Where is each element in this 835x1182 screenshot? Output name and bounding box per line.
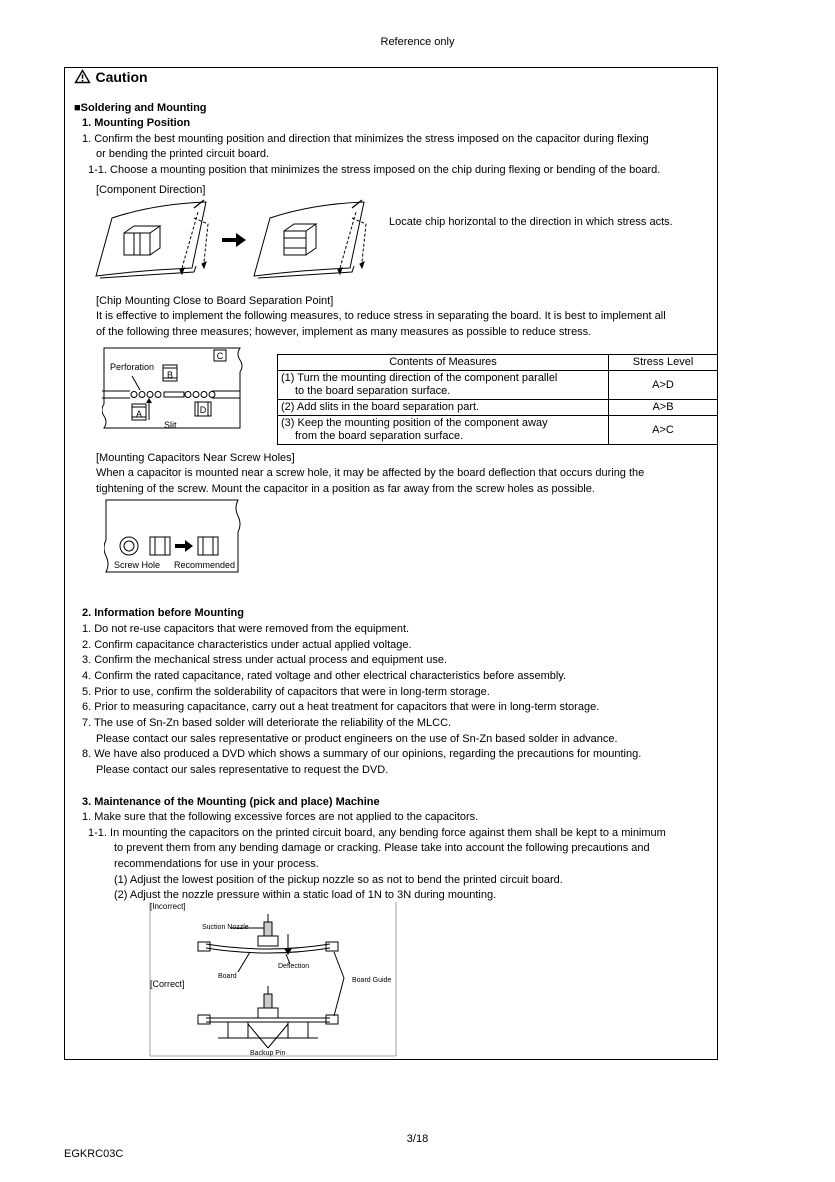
page-header: Reference only [380, 36, 455, 48]
label-c: C [216, 351, 224, 361]
chip-close-label: [Chip Mounting Close to Board Separation Point] [96, 295, 334, 307]
table-row [278, 400, 718, 416]
label-d: D [199, 405, 207, 415]
table-cell-level: A>B [609, 400, 718, 416]
mounting-text-1-1: 1-1. Choose a mounting position that minimizes the stress imposed on the chip during flexing or bending of the board. [88, 164, 661, 176]
info-item-6: 6. Prior to measuring capacitance, carry out a heat treatment for capacitors that were in long-term storage. [82, 701, 600, 713]
nozzle-diagram [148, 900, 398, 1058]
suction-nozzle-label: Suction Nozzle [202, 924, 249, 931]
chip-close-text-b: of the following three measures; however, implement as many measures as possible to reduce stress. [96, 326, 592, 338]
component-direction-label: [Component Direction] [96, 184, 206, 196]
backup-pin-label: Backup Pin [250, 1050, 286, 1057]
document-code: EGKRC03C [64, 1148, 124, 1160]
arrow-right-icon [222, 233, 246, 247]
mounting-text-1b: or bending the printed circuit board. [96, 148, 270, 160]
info-item-7: 7. The use of Sn-Zn based solder will deteriorate the reliability of the MLCC. [82, 717, 452, 729]
chip-close-text-a: It is effective to implement the following measures, to reduce stress in separating the board. It is best to implement all [96, 310, 666, 322]
maintenance-sub-2: (2) Adjust the nozzle pressure within a static load of 1N to 3N during mounting. [114, 889, 497, 901]
screw-text-a: When a capacitor is mounted near a screw hole, it may be affected by the board deflection that occurs during the [96, 467, 645, 479]
screw-label: [Mounting Capacitors Near Screw Holes] [96, 452, 295, 464]
caution-title: Caution [95, 69, 148, 85]
table-header-stress-level: Stress Level [609, 355, 718, 371]
info-item-2: 2. Confirm capacitance characteristics under actual applied voltage. [82, 639, 412, 651]
board-label: Board [218, 973, 237, 980]
deflection-label: Deflection [278, 963, 310, 970]
info-item-5: 5. Prior to use, confirm the solderability of capacitors that were in long-term storage. [82, 686, 490, 698]
maintenance-text-1-1a: 1-1. In mounting the capacitors on the printed circuit board, any bending force against them shall be kept to a minimum [88, 827, 666, 839]
arrow-right-icon [175, 540, 193, 552]
info-item-4: 4. Confirm the rated capacitance, rated voltage and other electrical characteristics before assembly. [82, 670, 567, 682]
board-guide-label: Board Guide [352, 977, 392, 984]
heading-mounting-position: 1. Mounting Position [82, 117, 191, 129]
heading-information-before-mounting: 2. Information before Mounting [82, 607, 244, 619]
table-cell-measure: (1) Turn the mounting direction of the component parallel to the board separation surface. [278, 371, 609, 400]
info-item-8-cont: Please contact our sales representative to request the DVD. [96, 764, 389, 776]
table-cell-measure: (2) Add slits in the board separation part. [278, 400, 609, 416]
table-header-measures: Contents of Measures [278, 355, 609, 371]
label-a: A [135, 409, 143, 419]
warning-triangle-icon [74, 69, 91, 84]
component-direction-diagram [94, 198, 380, 280]
page-number: 3/18 [406, 1133, 429, 1145]
info-item-8: 8. We have also produced a DVD which shows a summary of our opinions, regarding the precautions for mounting. [82, 748, 642, 760]
section-soldering-mounting: ■Soldering and Mounting [74, 102, 207, 114]
board-separation-diagram [102, 346, 244, 432]
maintenance-text-1-1b: to prevent them from any bending damage or cracking. Please take into account the following precautions and [114, 842, 650, 854]
incorrect-label: [Incorrect] [150, 902, 186, 911]
maintenance-sub-1: (1) Adjust the lowest position of the pickup nozzle so as not to bend the printed circuit board. [114, 874, 563, 886]
component-direction-note: Locate chip horizontal to the direction in which stress acts. [389, 216, 673, 228]
perforation-label: Perforation [110, 362, 155, 372]
table-cell-level: A>C [609, 416, 718, 445]
caution-heading [74, 69, 148, 87]
correct-label: [Correct] [150, 979, 185, 989]
maintenance-text-1: 1. Make sure that the following excessive forces are not applied to the capacitors. [82, 811, 479, 823]
measures-table [277, 354, 718, 445]
table-cell-level: A>D [609, 371, 718, 400]
slit-label: Slit [164, 420, 177, 430]
mounting-text-1a: 1. Confirm the best mounting position and direction that minimizes the stress imposed on the capacitor during flexing [82, 133, 649, 145]
screw-text-b: tightening of the screw. Mount the capacitor in a position as far away from the screw holes as possible. [96, 483, 595, 495]
label-b: B [166, 370, 174, 380]
table-cell-measure: (3) Keep the mounting position of the component away from the board separation surface. [278, 416, 609, 445]
screw-hole-diagram [104, 498, 242, 574]
table-header-row [278, 355, 718, 371]
screw-hole-label: Screw Hole [114, 560, 161, 570]
table-row [278, 416, 718, 445]
heading-maintenance: 3. Maintenance of the Mounting (pick and place) Machine [82, 796, 380, 808]
info-item-1: 1. Do not re-use capacitors that were removed from the equipment. [82, 623, 410, 635]
info-item-7-cont: Please contact our sales representative or product engineers on the use of Sn-Zn based solder in advance. [96, 733, 618, 745]
info-item-3: 3. Confirm the mechanical stress under actual process and equipment use. [82, 654, 448, 666]
maintenance-text-1-1c: recommendations for use in your process. [114, 858, 319, 870]
table-row [278, 371, 718, 400]
recommended-label: Recommended [174, 560, 236, 570]
